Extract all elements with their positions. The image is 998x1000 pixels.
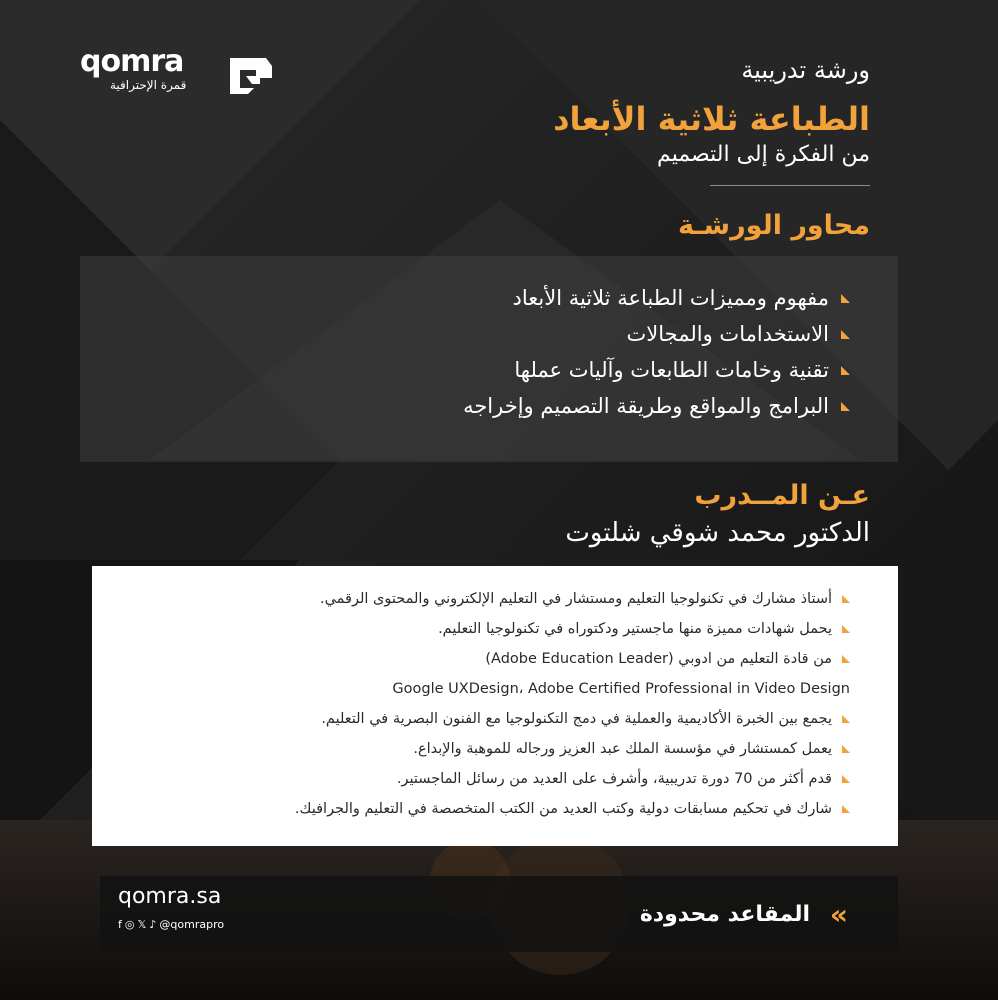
bullet-triangle-icon (841, 294, 850, 303)
list-item: يعمل كمستشار في مؤسسة الملك عبد العزيز ورجاله للموهبة والإبداع. (295, 734, 850, 764)
double-chevron-icon: « (829, 898, 848, 931)
brand-logo (80, 44, 270, 104)
workshop-label: ورشة تدريبية (741, 56, 870, 84)
axes-list (463, 280, 850, 424)
list-item: من قادة التعليم من ادوبي (Adobe Education Leader) (295, 644, 850, 674)
bullet-triangle-icon (841, 402, 850, 411)
social-row (118, 918, 224, 931)
trainer-name: الدكتور محمد شوقي شلتوت (565, 518, 870, 548)
x-icon[interactable]: 𝕏 (137, 918, 147, 931)
logo-arabic-text: قمرة الإحترافية (110, 78, 187, 92)
bullet-triangle-icon (842, 775, 850, 783)
social-handle: @qomrapro (159, 918, 225, 931)
limited-seats-text: المقاعد محدودة (639, 902, 810, 927)
facebook-icon[interactable]: f (118, 918, 122, 931)
bullet-triangle-icon (842, 715, 850, 723)
list-item: يحمل شهادات مميزة منها ماجستير ودكتوراه في تكنولوجيا التعليم. (295, 614, 850, 644)
list-item: شارك في تحكيم مسابقات دولية وكتب العديد من الكتب المتخصصة في التعليم والجرافيك. (295, 794, 850, 824)
list-item: قدم أكثر من 70 دورة تدريبية، وأشرف على العديد من رسائل الماجستير. (295, 764, 850, 794)
list-item: أستاذ مشارك في تكنولوجيا التعليم ومستشار في التعليم الإلكتروني والمحتوى الرقمي. (295, 584, 850, 614)
tiktok-icon[interactable]: ♪ (149, 918, 157, 931)
list-item: الاستخدامات والمجالات (463, 316, 850, 352)
axes-heading: محاور الورشـة (677, 210, 870, 241)
list-item: مفهوم ومميزات الطباعة ثلاثية الأبعاد (463, 280, 850, 316)
bullet-triangle-icon (842, 595, 850, 603)
bullet-triangle-icon (842, 625, 850, 633)
bullet-triangle-icon (842, 805, 850, 813)
list-item: تقنية وخامات الطابعات وآليات عملها (463, 352, 850, 388)
logo-mark-icon (226, 54, 272, 94)
bio-list (295, 584, 850, 824)
trainer-heading: عـن المــدرب (694, 480, 870, 511)
bullet-triangle-icon (842, 745, 850, 753)
bullet-triangle-icon (841, 366, 850, 375)
workshop-subtitle: من الفكرة إلى التصميم (657, 142, 870, 167)
workshop-title: الطباعة ثلاثية الأبعاد (553, 100, 870, 138)
bullet-triangle-icon (842, 655, 850, 663)
list-item: Google UXDesign، Adobe Certified Professional in Video Design (392, 681, 850, 697)
bullet-triangle-icon (841, 330, 850, 339)
logo-wordmark: qomra (80, 44, 184, 79)
list-item: البرامج والمواقع وطريقة التصميم وإخراجه (463, 388, 850, 424)
website-link[interactable]: qomra.sa (118, 884, 222, 909)
instagram-icon[interactable]: ◎ (124, 918, 135, 931)
header-divider (710, 185, 870, 186)
list-item: يجمع بين الخبرة الأكاديمية والعملية في دمج التكنولوجيا مع الفنون البصرية في التعليم. (295, 704, 850, 734)
